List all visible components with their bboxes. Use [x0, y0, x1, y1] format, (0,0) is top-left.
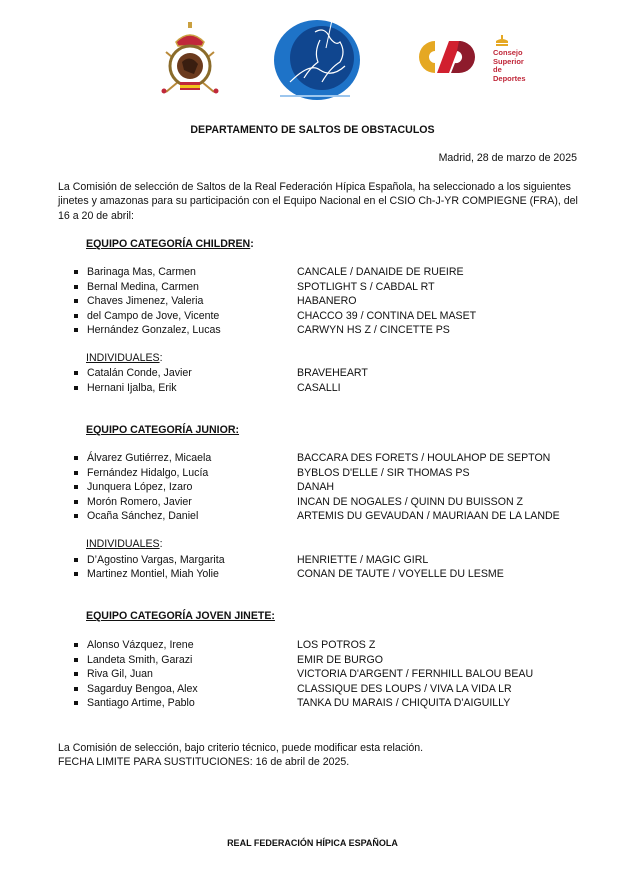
- horse-name: DANAH: [297, 481, 335, 493]
- rider-name: D’Agostino Vargas, Margarita: [87, 553, 225, 566]
- individual-row: [74, 381, 594, 395]
- rider-name: Landeta Smith, Garazi: [87, 653, 193, 666]
- rider-name: Catalán Conde, Javier: [87, 367, 192, 379]
- horse-name: CONAN DE TAUTE / VOYELLE DU LESME: [297, 568, 504, 580]
- section-heading-young-rider: EQUIPO CATEGORÍA JOVEN JINETE:: [86, 610, 275, 622]
- horse-name: VICTORIA D'ARGENT / FERNHILL BALOU BEAU: [297, 668, 534, 680]
- bullet-icon: [74, 270, 78, 274]
- bullet-icon: [74, 471, 78, 475]
- crown-icon: [495, 35, 509, 47]
- rider-name: Junquera López, Izaro: [87, 481, 193, 493]
- team-row: [74, 451, 594, 465]
- rider-name: Morón Romero, Javier: [87, 495, 192, 508]
- team-row: [74, 265, 594, 279]
- individuals-heading: INDIVIDUALES:: [86, 352, 163, 364]
- bullet-icon: [74, 500, 78, 504]
- bullet-icon: [74, 371, 78, 375]
- individual-row: [74, 366, 594, 380]
- rider-name: Álvarez Gutiérrez, Micaela: [87, 452, 212, 464]
- bullet-icon: [74, 558, 78, 562]
- individual-row: [74, 567, 594, 581]
- rider-name: Riva Gil, Juan: [87, 668, 153, 680]
- closing-line-2: FECHA LIMITE PARA SUSTITUCIONES: 16 de abril de 2025.: [58, 756, 350, 769]
- closing-line-1: La Comisión de selección, bajo criterio técnico, puede modificar esta relación.: [58, 742, 424, 754]
- team-row: [74, 495, 594, 509]
- team-row: [74, 667, 594, 681]
- rider-name: Fernández Hidalgo, Lucía: [87, 466, 209, 479]
- team-row: [74, 509, 594, 523]
- csd-name: Consejo Superior de Deportes: [493, 48, 526, 83]
- horse-name: CANCALE / DANAIDE DE RUEIRE: [297, 266, 464, 278]
- horse-name: BACCARA DES FORETS / HOULAHOP DE SEPTON: [297, 452, 551, 464]
- bullet-icon: [74, 658, 78, 662]
- rider-name: Sagarduy Bengoa, Alex: [87, 682, 198, 695]
- bullet-icon: [74, 687, 78, 691]
- team-row: [74, 682, 594, 696]
- event-emblem-logo: [270, 12, 362, 104]
- team-row: [74, 466, 594, 480]
- bullet-icon: [74, 701, 78, 705]
- team-row: [74, 323, 594, 337]
- bullet-icon: [74, 285, 78, 289]
- bullet-icon: [74, 514, 78, 518]
- horse-name: SPOTLIGHT S / CABDAL RT: [297, 280, 435, 293]
- bullet-icon: [74, 643, 78, 647]
- rider-name: Alonso Vázquez, Irene: [87, 639, 194, 651]
- team-row: [74, 480, 594, 494]
- horse-name: ARTEMIS DU GEVAUDAN / MAURIAAN DE LA LANDE: [297, 510, 560, 522]
- rider-name: Santiago Artime, Pablo: [87, 697, 195, 709]
- bullet-icon: [74, 328, 78, 332]
- rider-name: Barinaga Mas, Carmen: [87, 266, 196, 278]
- team-row: [74, 638, 594, 652]
- intro-paragraph: La Comisión de selección de Saltos de la Real Federación Hípica Española, ha seleccionado a los siguientes jinetes y amazonas para su participación con el Equipo Nacional en el CSIO Ch-J-YR COMPIEGNE (FRA), del 16 a 20 de abril:: [58, 181, 578, 222]
- bullet-icon: [74, 456, 78, 460]
- rider-name: Martinez Montiel, Miah Yolie: [87, 568, 219, 580]
- horse-name: HENRIETTE / MAGIC GIRL: [297, 553, 429, 566]
- section-heading-junior: EQUIPO CATEGORÍA JUNIOR:: [86, 424, 240, 436]
- horse-name: HABANERO: [297, 295, 357, 307]
- section-heading-children: EQUIPO CATEGORÍA CHILDREN:: [86, 238, 254, 250]
- horse-name: CLASSIQUE DES LOUPS / VIVA LA VIDA LR: [297, 682, 512, 695]
- horse-name: EMIR DE BURGO: [297, 653, 383, 666]
- bullet-icon: [74, 572, 78, 576]
- rider-name: Hernani Ijalba, Erik: [87, 381, 177, 394]
- bullet-icon: [74, 672, 78, 676]
- rider-name: Hernández Gonzalez, Lucas: [87, 324, 221, 336]
- document-date: Madrid, 28 de marzo de 2025: [438, 152, 577, 164]
- document-title: DEPARTAMENTO DE SALTOS DE OBSTACULOS: [190, 124, 435, 136]
- horse-name: CARWYN HS Z / CINCETTE PS: [297, 324, 450, 336]
- rider-name: del Campo de Jove, Vicente: [87, 309, 220, 322]
- team-row: [74, 653, 594, 667]
- rfhe-crest-logo: [160, 22, 220, 94]
- horse-name: CHACCO 39 / CONTINA DEL MASET: [297, 309, 477, 322]
- closing-note: [58, 741, 423, 770]
- team-row: [74, 696, 594, 710]
- team-row: [74, 294, 594, 308]
- bullet-icon: [74, 485, 78, 489]
- horse-name: BRAVEHEART: [297, 367, 368, 379]
- team-row: [74, 280, 594, 294]
- individuals-heading: INDIVIDUALES:: [86, 538, 163, 550]
- bullet-icon: [74, 386, 78, 390]
- bullet-icon: [74, 299, 78, 303]
- rider-name: Chaves Jimenez, Valeria: [87, 295, 204, 307]
- footer-organization: REAL FEDERACIÓN HÍPICA ESPAÑOLA: [227, 838, 398, 848]
- horse-name: BYBLOS D'ELLE / SIR THOMAS PS: [297, 466, 470, 479]
- horse-name: INCAN DE NOGALES / QUINN DU BUISSON Z: [297, 495, 524, 508]
- horse-name: LOS POTROS Z: [297, 639, 376, 651]
- horse-name: CASALLI: [297, 381, 341, 394]
- csd-logo: [413, 35, 533, 83]
- rider-name: Ocaña Sánchez, Daniel: [87, 510, 199, 522]
- team-row: [74, 309, 594, 323]
- individual-row: [74, 553, 594, 567]
- rider-name: Bernal Medina, Carmen: [87, 280, 199, 293]
- horse-name: TANKA DU MARAIS / CHIQUITA D'AIGUILLY: [297, 697, 511, 709]
- bullet-icon: [74, 314, 78, 318]
